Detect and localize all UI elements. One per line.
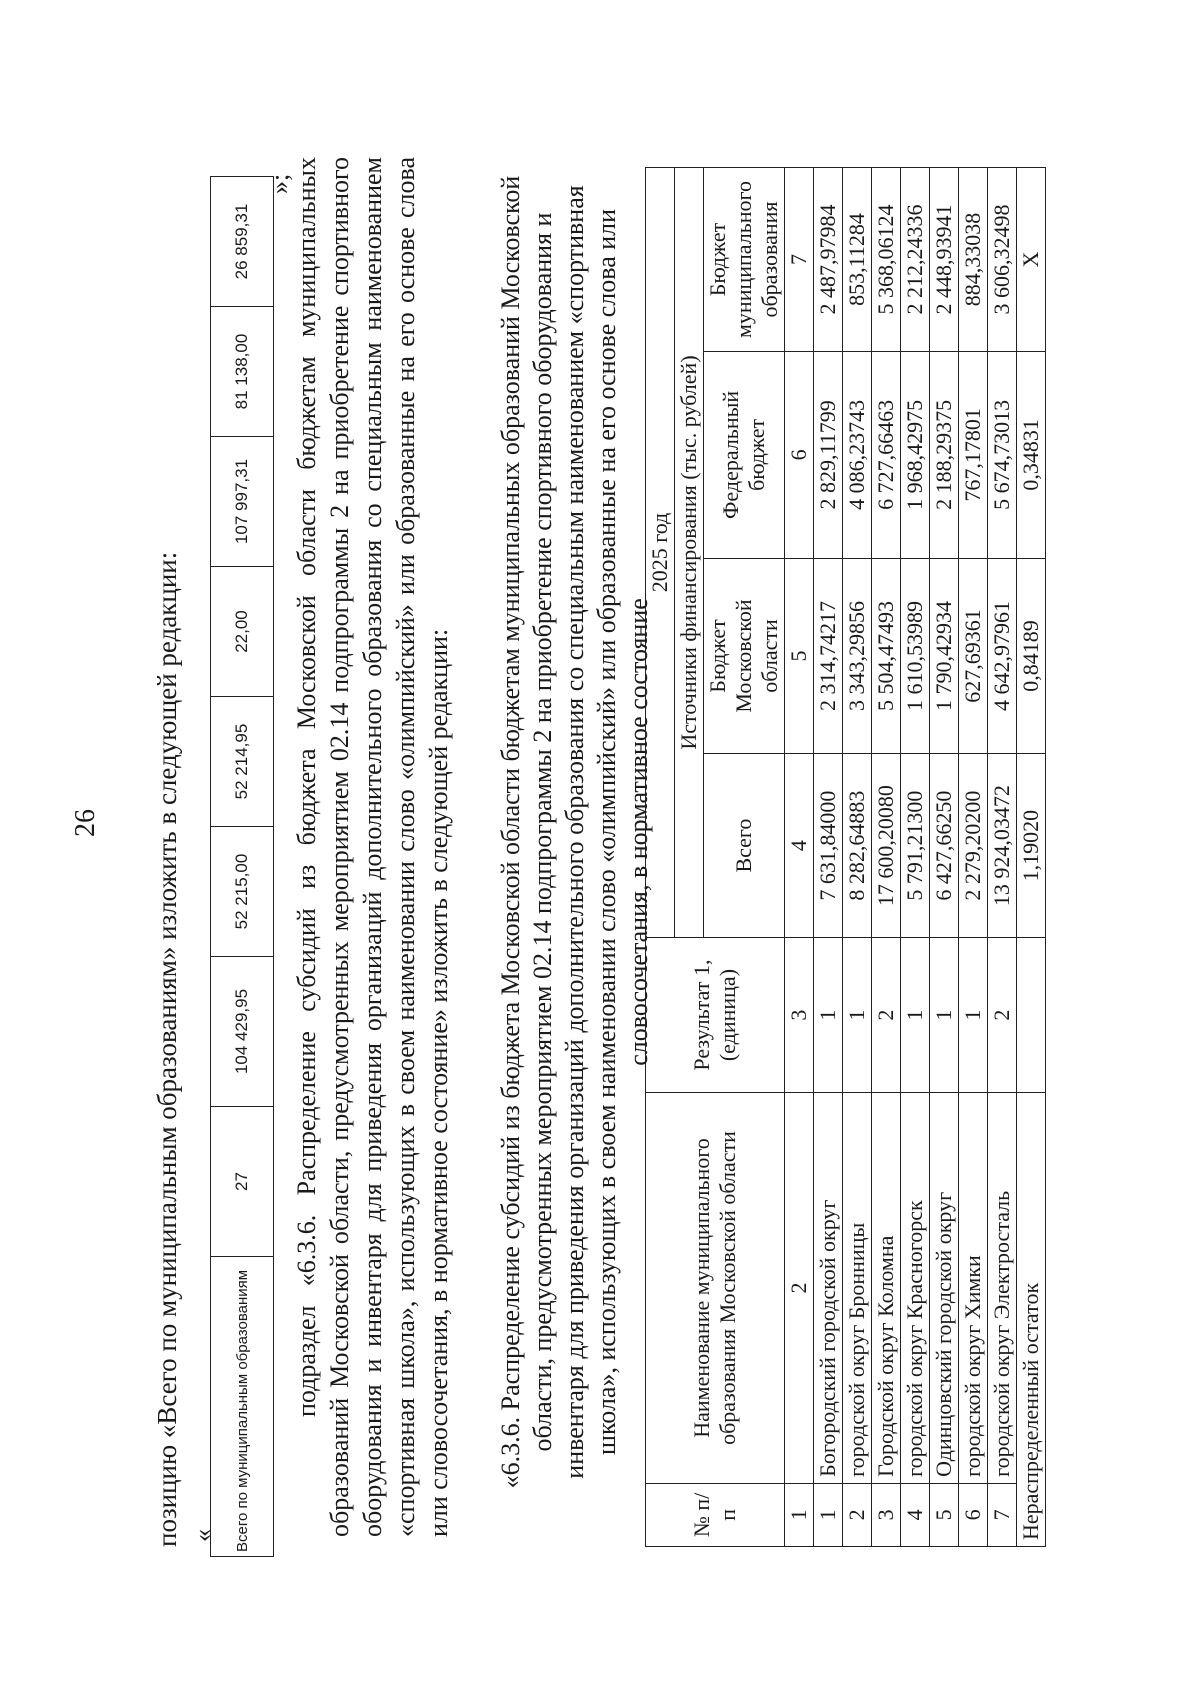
result-value: 2 — [872, 938, 901, 1093]
total-value: 7 631,84000 — [814, 754, 843, 938]
row-number: 6 — [959, 1483, 988, 1546]
result-value: 2 — [988, 938, 1017, 1093]
row-number: 4 — [901, 1483, 930, 1546]
column-index: 3 — [785, 938, 814, 1093]
mun-budget-value: Х — [1017, 168, 1046, 352]
column-index: 7 — [785, 168, 814, 352]
mun-budget-value: 5 368,06124 — [872, 168, 901, 352]
total-row-value: 52 215,00 — [211, 827, 274, 957]
mun-budget-value: 853,11284 — [843, 168, 872, 352]
fed-budget-value: 2 188,29375 — [930, 351, 959, 558]
fed-budget-value: 767,17801 — [959, 351, 988, 558]
total-row-label: Всего по муниципальным образованиям — [211, 1257, 274, 1557]
municipality-name: городской округ Электросталь — [988, 1093, 1017, 1484]
subsection-paragraph: подраздел «6.3.6. Распределение субсидий из бюджета Московской области бюджетам муниципальных образований Московской области, предусмотренных мероприятием 02.14 подпрограммы 2 на приобретение спортивного оборудования и инвентаря для приведения организаций дополнительного образования со специальным наименованием «спортивная школа», использующих в своем наименовании слово «олимпийский» или образованные на его основе слова или словосочетания, в нормативное состояние» изложить в следующей редакции: — [292, 157, 453, 1537]
fed-budget-value: 0,34831 — [1017, 351, 1046, 558]
total-row-value: 81 138,00 — [211, 307, 274, 437]
total-value: 8 282,64883 — [843, 754, 872, 938]
column-index: 1 — [785, 1483, 814, 1546]
fed-budget-value: 5 674,73013 — [988, 351, 1017, 558]
result-value — [1017, 938, 1046, 1093]
mo-budget-value: 2 314,74217 — [814, 558, 843, 753]
mun-budget-value: 3 606,32498 — [988, 168, 1017, 352]
row-number: 3 — [872, 1483, 901, 1546]
result-value: 1 — [930, 938, 959, 1093]
row-number: 1 — [814, 1483, 843, 1546]
table-row — [814, 168, 843, 1547]
mun-budget-value: 884,33038 — [959, 168, 988, 352]
mo-budget-value: 1 610,53989 — [901, 558, 930, 753]
remainder-label: Нераспределенный остаток — [1017, 1093, 1046, 1547]
column-index: 6 — [785, 351, 814, 558]
col-header-total: Всего — [704, 754, 785, 938]
mo-budget-value: 627,69361 — [959, 558, 988, 753]
column-index: 2 — [785, 1093, 814, 1484]
mun-budget-value: 2 212,24336 — [901, 168, 930, 352]
fed-budget-value: 2 829,11799 — [814, 351, 843, 558]
table-row — [901, 168, 930, 1547]
mun-budget-value: 2 448,93941 — [930, 168, 959, 352]
mun-budget-value: 2 487,97984 — [814, 168, 843, 352]
close-quote: »; — [265, 173, 294, 194]
table-row — [959, 168, 988, 1547]
total-value: 13 924,03472 — [988, 754, 1017, 938]
fed-budget-value: 4 086,23743 — [843, 351, 872, 558]
col-header-year: 2025 год — [646, 168, 675, 938]
col-header-sources: Источники финансирования (тыс. рублей) — [675, 168, 704, 938]
municipality-name: городской округ Красногорск — [901, 1093, 930, 1484]
total-row-value: 26 859,31 — [211, 177, 274, 307]
open-quote: « — [188, 1529, 217, 1542]
col-header-result: Результат 1, (единица) — [646, 938, 785, 1093]
total-value: 2 279,20200 — [959, 754, 988, 938]
col-header-fed-budget: Федеральный бюджет — [704, 351, 785, 558]
mo-budget-value: 3 343,29856 — [843, 558, 872, 753]
municipality-name: Городской округ Коломна — [872, 1093, 901, 1484]
subsidy-table — [645, 167, 1046, 1547]
row-number: 2 — [843, 1483, 872, 1546]
section-heading: «6.3.6. Распределение субсидий из бюджета Московской области бюджетам муниципальных образований Московской области, предусмотренных мероприятием 02.14 подпрограммы 2 на приобретение спортивного оборудования и инвентаря для приведения организаций дополнительного образования со специальным наименованием «спортивная школа», использующих в своем наименовании слово «олимпийский» или образованные на его основе слова или словосочетания, в нормативное состояние — [496, 175, 653, 1489]
total-row-value: 27 — [211, 1107, 274, 1257]
page-number: 26 — [70, 809, 101, 837]
result-value: 1 — [843, 938, 872, 1093]
total-value: 1,19020 — [1017, 754, 1046, 938]
total-row-value: 104 429,95 — [211, 957, 274, 1107]
intro-text: позицию «Всего по муниципальным образованиям» изложить в следующей редакции: — [152, 551, 182, 1547]
remainder-row — [1017, 168, 1046, 1547]
mo-budget-value: 0,84189 — [1017, 558, 1046, 753]
mo-budget-value: 4 642,97961 — [988, 558, 1017, 753]
total-value: 5 791,21300 — [901, 754, 930, 938]
municipality-name: Богородский городской округ — [814, 1093, 843, 1484]
result-value: 1 — [959, 938, 988, 1093]
row-number: 7 — [988, 1483, 1017, 1546]
col-header-mo-budget: Бюджет Московской области — [704, 558, 785, 753]
table-row — [843, 168, 872, 1547]
col-header-name: Наименование муниципального образования Московской области — [646, 1093, 785, 1484]
column-index: 5 — [785, 558, 814, 753]
result-value: 1 — [814, 938, 843, 1093]
result-value: 1 — [901, 938, 930, 1093]
municipality-name: городской округ Бронницы — [843, 1093, 872, 1484]
mo-budget-value: 1 790,42934 — [930, 558, 959, 753]
total-row — [211, 177, 274, 1557]
total-value: 17 600,20080 — [872, 754, 901, 938]
mo-budget-value: 5 504,47493 — [872, 558, 901, 753]
fed-budget-value: 1 968,42975 — [901, 351, 930, 558]
table-row — [872, 168, 901, 1547]
total-row-value: 22,00 — [211, 567, 274, 697]
total-row-table — [210, 176, 274, 1557]
col-header-mun-budget: Бюджет муниципального образования — [704, 168, 785, 352]
total-value: 6 427,66250 — [930, 754, 959, 938]
total-row-value: 52 214,95 — [211, 697, 274, 827]
total-row-value: 107 997,31 — [211, 437, 274, 567]
table-row — [988, 168, 1017, 1547]
column-index-row — [785, 168, 814, 1547]
table-row — [930, 168, 959, 1547]
fed-budget-value: 6 727,66463 — [872, 351, 901, 558]
row-number: 5 — [930, 1483, 959, 1546]
municipality-name: городской округ Химки — [959, 1093, 988, 1484]
column-index: 4 — [785, 754, 814, 938]
municipality-name: Одинцовский городской округ — [930, 1093, 959, 1484]
col-header-num: № п/п — [646, 1483, 785, 1546]
